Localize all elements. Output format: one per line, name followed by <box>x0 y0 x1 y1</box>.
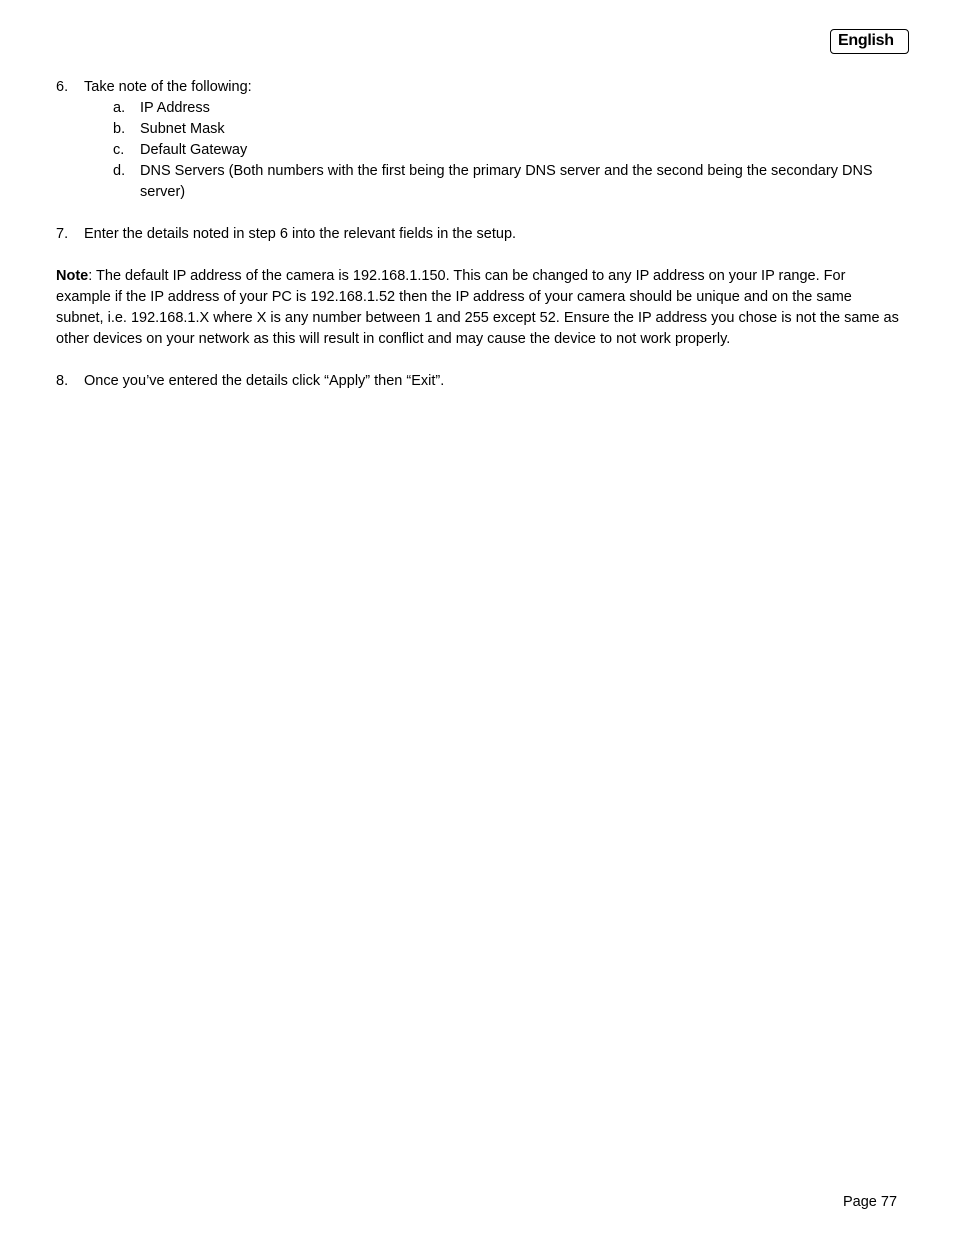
step-number: 6. <box>56 79 69 95</box>
language-badge: English <box>830 29 909 54</box>
step-6-sublist <box>56 98 901 203</box>
list-item-letter: d. <box>113 163 126 179</box>
step-text: Take note of the following: <box>84 79 252 95</box>
list-item-text: Subnet Mask <box>140 121 225 137</box>
step-6 <box>56 77 901 98</box>
step-8 <box>56 371 901 392</box>
step-number: 8. <box>56 373 69 389</box>
list-item-text: IP Address <box>140 100 210 116</box>
page-number: Page 77 <box>843 1194 898 1210</box>
list-item-letter: c. <box>113 142 125 158</box>
list-item <box>56 161 901 203</box>
step-7 <box>56 224 901 245</box>
list-item-letter: b. <box>113 121 126 137</box>
list-item <box>56 140 901 161</box>
list-item-letter: a. <box>113 100 126 116</box>
list-item <box>56 98 901 119</box>
spacer <box>56 245 901 266</box>
list-item <box>56 119 901 140</box>
step-text: Enter the details noted in step 6 into the relevant fields in the setup. <box>84 226 517 242</box>
page-content <box>56 77 901 392</box>
spacer <box>56 350 901 371</box>
step-text: Once you’ve entered the details click “Apply” then “Exit”. <box>84 373 445 389</box>
note-text: : The default IP address of the camera is 192.168.1.150. This can be changed to any IP address on your IP range. For example if the IP address of your PC is 192.168.1.52 then the IP address of your camera should be unique and on the same subnet, i.e. 192.168.1.X where X is any number between 1 and 255 except 52. Ensure the IP address you chose is not the same as other devices on your network as this will result in conflict and may cause the device to not work properly. <box>56 268 899 347</box>
note-label: Note <box>56 268 89 284</box>
spacer <box>56 203 901 224</box>
list-item-text: Default Gateway <box>140 142 248 158</box>
step-number: 7. <box>56 226 69 242</box>
note-paragraph <box>56 266 901 350</box>
list-item-text: DNS Servers (Both numbers with the first being the primary DNS server and the second being the secondary DNS server) <box>140 163 873 200</box>
